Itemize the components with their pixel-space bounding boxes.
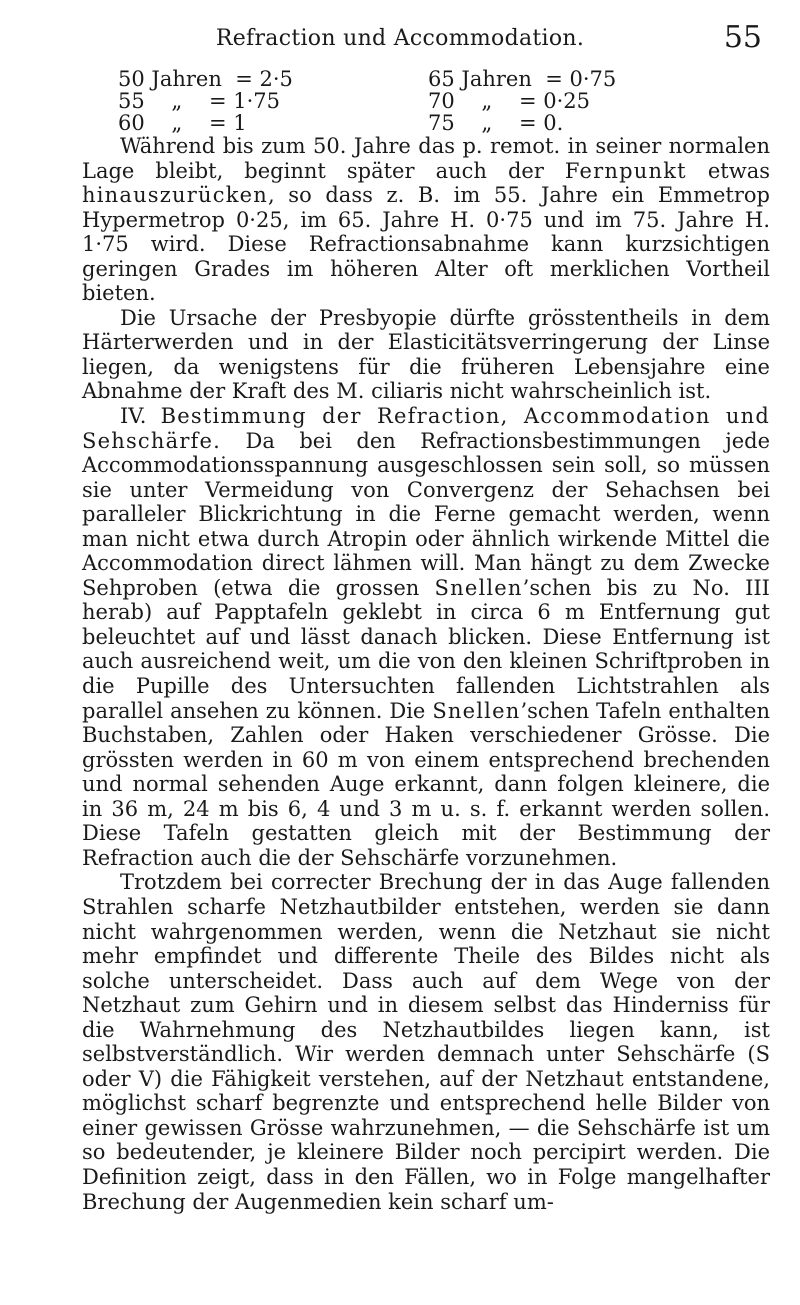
running-title: Refraction und Accommodation. bbox=[215, 26, 585, 51]
text-run: etwas bbox=[686, 158, 770, 183]
table-row bbox=[118, 90, 718, 112]
paragraph: Trotzdem bei correcter Brechung der in das Auge fallenden Strahlen scharfe Netzhautbilder entstehen, werden sie dann nicht wahrgenommen werden, wenn die Netzhaut sie nicht mehr empfindet und differente Theile des Bildes nicht als solche unterscheidet. Dass auch auf dem Wege von der Netzhaut zum Gehirn und in diesem selbst das Hinderniss für die Wahrnehmung des Netzhautbildes liegen kann, ist selbstverständlich. Wir werden demnach unter Sehschärfe (S oder V) die Fähigkeit verstehen, auf der Netzhaut entstandene, möglichst scharf begrenzte und entsprechend helle Bilder von einer gewissen Grösse wahrzunehmen, — die Sehschärfe ist um so bedeutender, je kleinere Bilder noch percipirt werden. Die Definition zeigt, dass in den Fällen, wo in Folge mangelhafter Brechung der Augenmedien kein scharf um- bbox=[82, 870, 770, 1214]
emphasis-hinauszuruecken: hinauszurücken bbox=[82, 183, 268, 208]
table-cell: 65 Jahren = 0·75 bbox=[428, 67, 617, 91]
paragraph bbox=[82, 134, 770, 306]
table-cell: 50 Jahren = 2·5 bbox=[118, 67, 293, 91]
paragraph: Die Ursache der Presbyopie dürfte grösstentheils in dem Härterwerden und in der Elasticitätsverringerung der Linse liegen, da wenigstens für die früheren Lebensjahre eine Abnahme der Kraft des M. ciliaris nicht wahrscheinlich ist. bbox=[82, 305, 770, 404]
page-number: 55 bbox=[723, 20, 762, 55]
text-run: ’schen bis zu No. III herab) auf Papptafeln geklebt in circa 6 m Entfernung gut beleuchtet auf und lässt danach blicken. Diese Entfernung ist auch ausreichend weit, um die von den kleinen Schriftproben in die Pupille des Untersuchten fallenden Lichtstrahlen als parallel ansehen zu können. Die bbox=[82, 575, 770, 723]
table-cell: 75 „ = 0. bbox=[428, 111, 564, 135]
age-refraction-table bbox=[118, 68, 718, 134]
text-run: Da bei den Refractionsbestimmungen jede Accommodationsspannung ausgeschlossen sein soll, so müssen sie unter Vermeidung von Convergenz der Sehachsen bei paralleler Blickrichtung in die Ferne gemacht werden, wenn man nicht etwa durch Atropin oder ähnlich wirkende Mittel die Accommodation direct lähmen will. Man hängt zu dem Zwecke Sehproben (etwa die grossen bbox=[82, 428, 770, 600]
text-run: Während bis zum 50. Jahre das p. remot. in seiner normalen Lage bleibt, beginnt später auch der bbox=[82, 134, 770, 183]
page-header bbox=[0, 12, 800, 55]
table-cell: 60 „ = 1 bbox=[118, 111, 247, 135]
emphasis-fernpunkt: Fernpunkt bbox=[564, 158, 687, 183]
section-numeral: IV. bbox=[120, 404, 161, 429]
table-cell: 70 „ = 0·25 bbox=[428, 89, 591, 113]
body-text bbox=[82, 134, 770, 1214]
table-row bbox=[118, 68, 718, 90]
author-name: Snellen bbox=[432, 698, 521, 723]
paragraph bbox=[82, 404, 770, 870]
text-run: , so dass z. B. im 55. Jahre ein Emmetrop Hypermetrop 0·25, im 65. Jahre H. 0·75 und im 75. Jahre H. 1·75 wird. Diese Refractionsabnahme kann kurzsichtigen geringen Grades im höheren Alter oft merklichen Vortheil bieten. bbox=[82, 183, 770, 306]
table-cell: 55 „ = 1·75 bbox=[118, 89, 281, 113]
table-row bbox=[118, 112, 718, 134]
author-name: Snellen bbox=[434, 575, 523, 600]
section-heading: Bestimmung der Refraction, Accommodation und Sehschärfe. bbox=[82, 404, 770, 453]
text-run: ’schen Tafeln enthalten Buchstaben, Zahlen oder Haken verschiedener Grösse. Die grössten werden in 60 m von einem entsprechend brechenden und normal sehenden Auge erkannt, dann folgen kleinere, die in 36 m, 24 m bis 6, 4 und 3 m u. s. f. erkannt werden sollen. Diese Tafeln gestatten gleich mit der Bestimmung der Refraction auch die der Sehschärfe vorzunehmen. bbox=[82, 698, 770, 870]
